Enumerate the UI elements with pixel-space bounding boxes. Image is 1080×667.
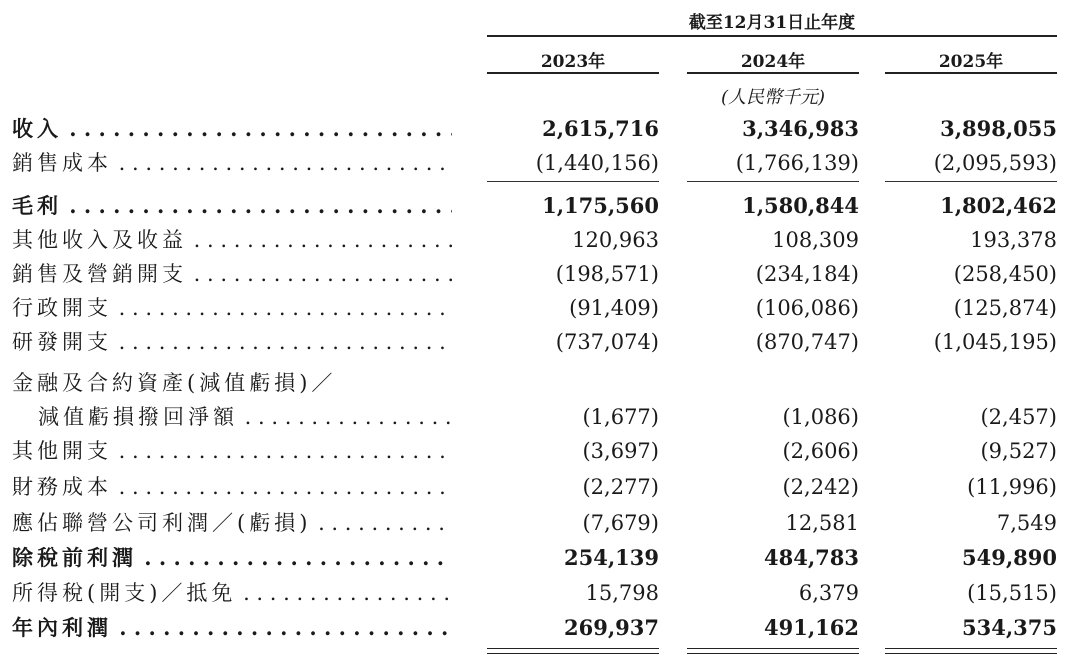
value-2025: 534,375 [962, 615, 1057, 640]
value-2024: 491,162 [764, 615, 859, 640]
period-header: 截至12月31日止年度 [688, 13, 856, 33]
value-2023: 254,139 [564, 545, 659, 570]
value-2023: 1,175,560 [542, 193, 659, 218]
value-2024: 1,580,844 [742, 193, 859, 218]
value-2025: (2,457) [980, 405, 1057, 429]
table-row-income-tax [0, 576, 1080, 610]
period-rule [487, 35, 1057, 37]
year-2025-header: 2025年 [938, 52, 1004, 72]
table-row-associates-share [0, 506, 1080, 540]
value-2024: (2,606) [782, 439, 859, 463]
table-row-impairment-net [0, 400, 1080, 434]
value-2024: (1,766,139) [735, 151, 859, 175]
table-row-other-expenses [0, 434, 1080, 468]
table-row-gross-profit [0, 189, 1080, 223]
value-2023: 2,615,716 [542, 116, 659, 141]
total-double-rule [487, 648, 659, 654]
value-2025: (11,996) [967, 475, 1057, 499]
subtotal-rule [687, 181, 859, 182]
value-2024: 12,581 [785, 511, 859, 535]
table-row-rnd-expenses [0, 325, 1080, 359]
unit-label: (人民幣千元) [720, 87, 826, 108]
table-row-profit-for-year [0, 611, 1080, 645]
table-row-finance-costs [0, 470, 1080, 504]
row-label: 毛利 . . . [12, 189, 452, 223]
value-2025: (258,450) [953, 262, 1057, 286]
row-label: 其他收入及收益 . . . [12, 223, 452, 257]
value-2025: (9,527) [980, 439, 1057, 463]
value-2023: (737,074) [555, 330, 659, 354]
row-label: 所得稅(開支)／抵免 . . . [12, 576, 452, 610]
value-2023: 120,963 [572, 228, 659, 252]
value-2024: 3,346,983 [742, 116, 859, 141]
row-label: 金融及合約資產(減值虧損)／ [12, 371, 337, 395]
value-2023: (198,571) [555, 262, 659, 286]
year-rule [487, 72, 659, 74]
value-2025: (1,045,195) [933, 330, 1057, 354]
table-row-cost-of-sales [0, 146, 1080, 180]
value-2025: 3,898,055 [940, 116, 1057, 141]
value-2025: 193,378 [970, 228, 1057, 252]
value-2025: 7,549 [996, 511, 1057, 535]
value-2024: (234,184) [755, 262, 859, 286]
table-row-profit-before-tax [0, 541, 1080, 575]
value-2023: (1,440,156) [535, 151, 659, 175]
value-2023: (3,697) [582, 439, 659, 463]
value-2024: 6,379 [798, 581, 859, 605]
value-2023: (7,679) [582, 511, 659, 535]
value-2023: (91,409) [569, 296, 659, 320]
table-row-revenue [0, 112, 1080, 146]
total-double-rule [687, 648, 859, 654]
row-label: 減值虧損撥回淨額 . . . [38, 400, 452, 434]
table-row-impairment-heading [0, 366, 1080, 400]
row-label: 銷售成本 . . . [12, 146, 452, 180]
table-row-selling-expenses [0, 257, 1080, 291]
value-2023: (2,277) [582, 475, 659, 499]
row-label: 應佔聯營公司利潤／(虧損) . . . [12, 506, 452, 540]
value-2023: (1,677) [582, 405, 659, 429]
value-2025: (125,874) [953, 296, 1057, 320]
total-double-rule [885, 648, 1057, 654]
row-label: 其他開支 . . . [12, 434, 452, 468]
year-rule [687, 72, 859, 74]
row-label: 財務成本 . . . [12, 470, 452, 504]
row-label: 除稅前利潤 . . . [12, 541, 452, 575]
row-label: 年內利潤 . . . [12, 611, 452, 645]
value-2025: 1,802,462 [940, 193, 1057, 218]
value-2025: 549,890 [962, 545, 1057, 570]
row-label: 研發開支 . . . [12, 325, 452, 359]
value-2025: (15,515) [967, 581, 1057, 605]
value-2023: 269,937 [564, 615, 659, 640]
value-2024: 484,783 [764, 545, 859, 570]
year-rule [885, 72, 1057, 74]
value-2024: 108,309 [772, 228, 859, 252]
value-2023: 15,798 [585, 581, 659, 605]
table-row-admin-expenses [0, 291, 1080, 325]
value-2024: (2,242) [782, 475, 859, 499]
table-row-other-income [0, 223, 1080, 257]
subtotal-rule [885, 181, 1057, 182]
value-2024: (106,086) [755, 296, 859, 320]
row-label: 收入 . . . [12, 112, 452, 146]
year-2024-header: 2024年 [740, 52, 806, 72]
row-label: 銷售及營銷開支 . . . [12, 257, 452, 291]
value-2025: (2,095,593) [933, 151, 1057, 175]
value-2024: (870,747) [755, 330, 859, 354]
value-2024: (1,086) [782, 405, 859, 429]
year-2023-header: 2023年 [540, 52, 606, 72]
row-label: 行政開支 . . . [12, 291, 452, 325]
subtotal-rule [487, 181, 659, 182]
